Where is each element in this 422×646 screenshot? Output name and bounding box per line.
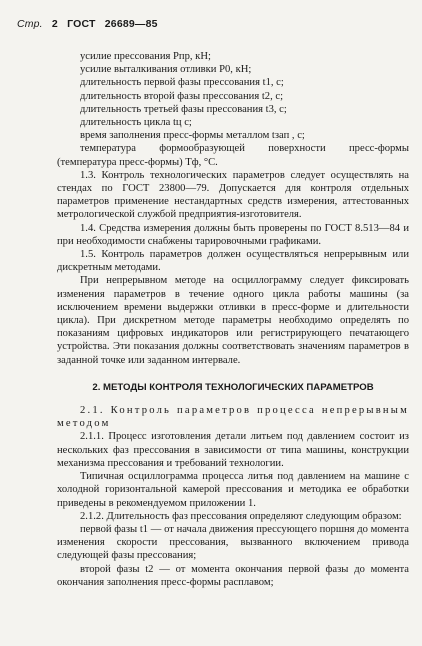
param-line: усилие выталкивания отливки P0, кН; <box>80 64 252 76</box>
standard-label: ГОСТ <box>67 18 96 30</box>
param-line: длительность цикла tц с; <box>80 117 192 129</box>
paragraph-1-3: 1.3. Контроль технологических параметров следует осуществлять на стендах по ГОСТ 23800—79. Допускается для контроля отдельных параметров применение нестандартных средств измерения, аттестованных метрологической службой предприятия-изготовителя. <box>57 169 409 221</box>
paragraph-2-1-2: 2.1.2. Длительность фаз прессования определяют следующим образом: <box>80 510 402 522</box>
standard-number: 26689—85 <box>104 18 158 30</box>
page-label: Стр. <box>17 18 43 30</box>
paragraph-oscillogram: При непрерывном методе на осциллограмму следует фиксировать изменения параметров в течение одного цикла работы машины (за исключением времени выдержки отливки в пресс-форме и длительности цикла). При дискретном методе параметры необходимо определять по показаниям цифровых индикаторов или регистрирующего печатающего устройства. Эти показания должны соответствовать значениям параметров в заданной точке или заданном интервале. <box>57 275 409 366</box>
paragraph-1-5: 1.5. Контроль параметров должен осуществляться непрерывным или дискретным методами. <box>57 249 409 274</box>
param-line: время заполнения пресс-формы металлом tзап , с; <box>80 130 305 142</box>
param-line: температура формообразующей поверхности пресс-формы (температура пресс-формы) Tф, °С. <box>57 143 409 168</box>
param-line: длительность второй фазы прессования t2, с; <box>80 90 284 102</box>
subsection-2-1: 2.1. Контроль параметров процесса непрерывным методом <box>57 405 409 430</box>
param-line: усилие прессования Pпр, кН; <box>80 51 211 62</box>
document-body <box>57 50 409 589</box>
paragraph-1-4: 1.4. Средства измерения должны быть проверены по ГОСТ 8.513—84 и при необходимости снабжены тарировочными графиками. <box>57 222 409 247</box>
section-title: 2. МЕТОДЫ КОНТРОЛЯ ТЕХНОЛОГИЧЕСКИХ ПАРАМЕТРОВ <box>92 381 374 393</box>
param-line: длительность третьей фазы прессования t3, с; <box>80 103 287 115</box>
paragraph-typical: Типичная осциллограмма процесса литья под давлением на машине с холодной горизонтальной камерой прессования и методика ее обработки приведены в рекомендуемом приложении 1. <box>57 471 409 509</box>
page-number: 2 <box>51 18 58 30</box>
page-header <box>17 18 164 30</box>
paragraph-2-1-1: 2.1.1. Процесс изготовления детали литьем под давлением состоит из нескольких фаз прессования в зависимости от типа машины, конструкции механизма прессования и требований технологии. <box>57 431 409 469</box>
paragraph-phase-2: второй фазы t2 — от момента окончания первой фазы до момента окончания заполнения пресс-формы расплавом; <box>57 563 409 588</box>
param-line: длительность первой фазы прессования t1, с; <box>80 77 284 89</box>
paragraph-phase-1: первой фазы t1 — от начала движения прессующего поршня до момента изменения скорости прессования, вызванного включением привода следующей фазы прессования; <box>57 523 409 562</box>
